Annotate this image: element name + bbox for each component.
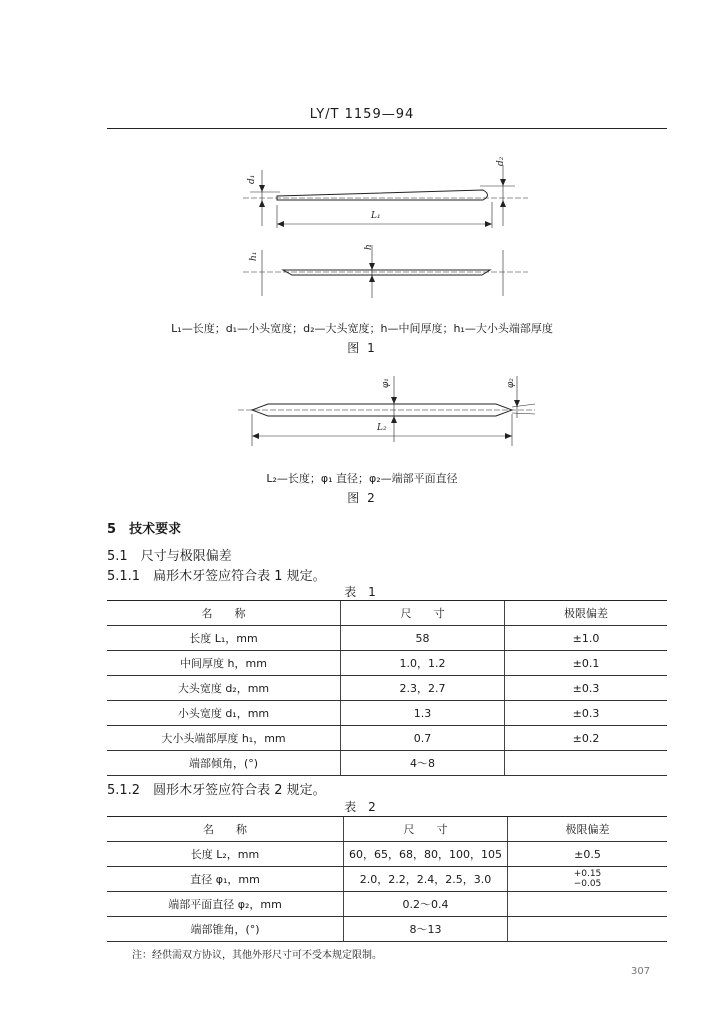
table-1-cell-name: 大小头端部厚度 h₁，mm bbox=[107, 726, 341, 751]
fig1-label-L1: L₁ bbox=[371, 211, 381, 221]
table-1-cell-name: 小头宽度 d₁，mm bbox=[107, 701, 341, 726]
table-row bbox=[107, 867, 667, 892]
fig2-tip-line-2 bbox=[512, 413, 535, 414]
table-1-cell-name: 中间厚度 h，mm bbox=[107, 651, 341, 676]
table-2-cell-size: 2.0，2.2，2.4，2.5，3.0 bbox=[344, 867, 508, 892]
table-2 bbox=[107, 816, 667, 942]
table-1-cell-tolerance: ±0.3 bbox=[505, 676, 668, 701]
fig1-arrow-8 bbox=[369, 275, 375, 282]
table-2-cell-tolerance bbox=[508, 917, 668, 942]
table-1 bbox=[107, 600, 667, 776]
table-2-header-name: 名 称 bbox=[107, 817, 344, 842]
table-2-cell-name: 端部锥角，(°) bbox=[107, 917, 344, 942]
table-2-tol-upper: +0.15 bbox=[573, 869, 602, 879]
fig1-arrow-1 bbox=[259, 185, 265, 192]
document-code: LY/T 1159—94 bbox=[309, 107, 415, 122]
section-5-1-1-number: 5.1.1 bbox=[107, 569, 141, 584]
fig1-label-h1: h₁ bbox=[249, 251, 259, 261]
fig1-arrow-7 bbox=[369, 263, 375, 270]
table-2-header-row bbox=[107, 817, 667, 842]
table-row bbox=[107, 917, 667, 942]
fig1-label-d2: d₂ bbox=[496, 156, 506, 166]
table-2-cell-name: 长度 L₂，mm bbox=[107, 842, 344, 867]
table-row bbox=[107, 626, 667, 651]
table-1-title: 表 1 bbox=[344, 585, 380, 599]
table-2-cell-size: 8～13 bbox=[344, 917, 508, 942]
fig2-arrow-1 bbox=[391, 397, 397, 404]
table-2-header-size: 尺 寸 bbox=[344, 817, 508, 842]
table-row bbox=[107, 726, 667, 751]
section-5-1-heading bbox=[107, 545, 232, 564]
table-2-cell-name: 直径 φ₁，mm bbox=[107, 867, 344, 892]
table-2-cell-name: 端部平面直径 φ₂，mm bbox=[107, 892, 344, 917]
flat-toothpick-top-view bbox=[277, 190, 488, 200]
table-row bbox=[107, 751, 667, 776]
section-5-1-2-text bbox=[107, 779, 326, 798]
table-1-cell-tolerance: ±1.0 bbox=[505, 626, 668, 651]
fig2-arrow-4 bbox=[252, 433, 259, 439]
fig2-label-phi2: φ₂ bbox=[506, 378, 516, 388]
table-2-note: 注：经供需双方协议，其他外形尺寸可不受本规定限制。 bbox=[132, 950, 382, 961]
table-row bbox=[107, 651, 667, 676]
table-2-title: 表 2 bbox=[344, 800, 380, 814]
section-5-title: 技术要求 bbox=[129, 522, 182, 537]
table-1-cell-tolerance: ±0.1 bbox=[505, 651, 668, 676]
page-number: 307 bbox=[631, 966, 651, 977]
fig1-arrow-4 bbox=[500, 200, 506, 207]
section-5-1-2-body: 圆形木牙签应符合表 2 规定。 bbox=[153, 783, 326, 798]
section-5-1-title: 尺寸与极限偏差 bbox=[140, 549, 232, 564]
section-5-1-2-number: 5.1.2 bbox=[107, 783, 141, 798]
table-1-header-name: 名 称 bbox=[107, 601, 341, 626]
flat-toothpick-side-view bbox=[283, 270, 490, 275]
figure-2-caption: L₂—长度；φ₁ 直径；φ₂—端部平面直径 bbox=[266, 472, 458, 485]
table-row bbox=[107, 892, 667, 917]
fig1-arrow-2 bbox=[259, 200, 265, 207]
fig1-label-d1: d₁ bbox=[247, 174, 257, 184]
table-2-cell-tolerance-stacked bbox=[508, 867, 668, 892]
fig2-label-phi1: φ₁ bbox=[381, 378, 391, 388]
table-1-header-row bbox=[107, 601, 667, 626]
table-2-cell-tolerance: ±0.5 bbox=[508, 842, 668, 867]
table-1-cell-tolerance: ±0.3 bbox=[505, 701, 668, 726]
section-5-heading bbox=[107, 518, 181, 537]
table-1-cell-tolerance bbox=[505, 751, 668, 776]
table-2-cell-size: 60，65，68，80，100，105 bbox=[344, 842, 508, 867]
table-1-cell-size: 4～8 bbox=[341, 751, 505, 776]
fig1-arrow-3 bbox=[500, 179, 506, 186]
table-2-tol-lower: −0.05 bbox=[573, 879, 602, 889]
figure-2-label: 图 2 bbox=[347, 491, 377, 505]
table-row bbox=[107, 842, 667, 867]
figure-1-label: 图 1 bbox=[347, 341, 377, 355]
table-1-cell-size: 1.3 bbox=[341, 701, 505, 726]
table-2-cell-tolerance bbox=[508, 892, 668, 917]
table-1-cell-tolerance: ±0.2 bbox=[505, 726, 668, 751]
figure-1-caption: L₁—长度；d₁—小头宽度；d₂—大头宽度；h—中间厚度；h₁—大小头端部厚度 bbox=[171, 322, 553, 335]
section-5-1-number: 5.1 bbox=[107, 549, 128, 564]
table-1-cell-name: 大头宽度 d₂，mm bbox=[107, 676, 341, 701]
fig1-arrow-5 bbox=[277, 221, 284, 227]
table-1-header-size: 尺 寸 bbox=[341, 601, 505, 626]
section-5-number: 5 bbox=[107, 522, 117, 537]
section-5-1-1-body: 扁形木牙签应符合表 1 规定。 bbox=[153, 569, 326, 584]
table-2-header-tolerance: 极限偏差 bbox=[508, 817, 668, 842]
fig2-label-L2: L₂ bbox=[377, 423, 387, 433]
section-5-1-1-text bbox=[107, 565, 326, 584]
table-1-cell-size: 58 bbox=[341, 626, 505, 651]
fig2-tip-line-1 bbox=[512, 404, 535, 407]
fig2-arrow-5 bbox=[505, 433, 512, 439]
table-1-cell-size: 1.0，1.2 bbox=[341, 651, 505, 676]
table-2-cell-size: 0.2～0.4 bbox=[344, 892, 508, 917]
fig1-arrow-6 bbox=[485, 221, 492, 227]
fig1-label-h: h bbox=[364, 244, 374, 250]
table-1-cell-size: 2.3，2.7 bbox=[341, 676, 505, 701]
fig2-arrow-2 bbox=[391, 416, 397, 423]
table-1-cell-size: 0.7 bbox=[341, 726, 505, 751]
table-row bbox=[107, 701, 667, 726]
table-1-header-tolerance: 极限偏差 bbox=[505, 601, 668, 626]
table-1-cell-name: 端部倾角，(°) bbox=[107, 751, 341, 776]
table-1-cell-name: 长度 L₁，mm bbox=[107, 626, 341, 651]
table-row bbox=[107, 676, 667, 701]
